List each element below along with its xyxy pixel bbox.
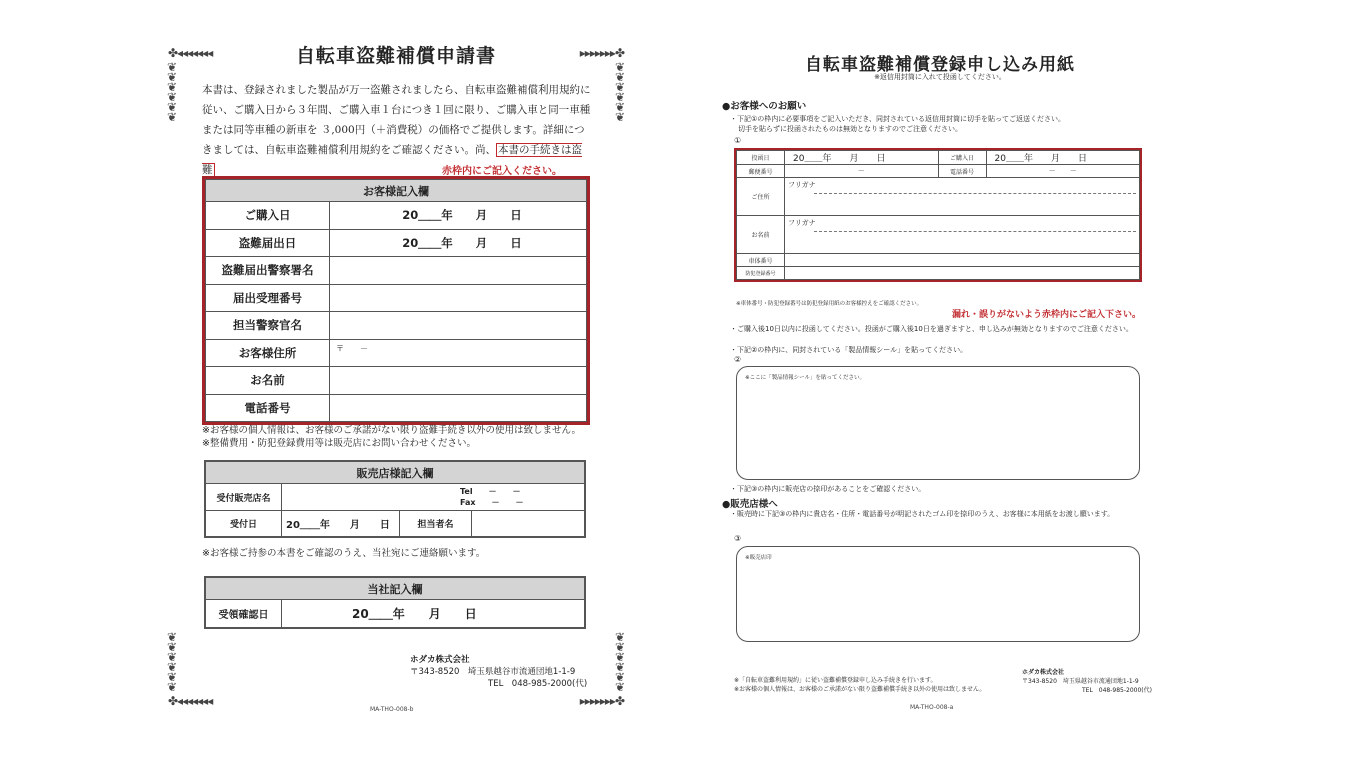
- address-label: ご住所: [737, 178, 785, 216]
- table-row: [737, 216, 1140, 254]
- company-tel: TEL 048-985-2000(代): [488, 679, 588, 689]
- table-row: [737, 254, 1140, 267]
- staff-name-field[interactable]: [472, 511, 585, 537]
- company-name: ホダカ株式会社: [1022, 669, 1065, 676]
- purchase-date-label: ご購入日: [938, 151, 986, 165]
- shop-name-field[interactable]: [282, 484, 585, 511]
- furigana-line: [814, 193, 1136, 194]
- red-frame-note: 漏れ・誤りがないよう赤枠内にご記入下さい。: [952, 310, 1142, 320]
- footer-notes: [734, 676, 985, 694]
- post-date-field[interactable]: 20＿＿年 月 日: [785, 151, 939, 165]
- phone-field[interactable]: － －: [986, 165, 1140, 178]
- report-number-label: 届出受理番号: [206, 284, 330, 312]
- company-address: 〒343-8520 埼玉県越谷市流通団地1-1-9: [1022, 678, 1139, 685]
- staff-name-label: 担当者名: [400, 511, 472, 537]
- confirm-date-field[interactable]: 20＿＿年 月 日: [282, 600, 585, 628]
- theft-report-date-label: 盗難届出日: [206, 229, 330, 257]
- table-row: [206, 284, 587, 312]
- laurel-ornament-icon: ▸▸▸▸▸▸▸✤: [579, 46, 624, 60]
- table-row: [206, 229, 587, 257]
- name-field[interactable]: [330, 367, 587, 395]
- company-address: 〒343-8520 埼玉県越谷市流通団地1-1-9: [410, 667, 576, 677]
- company-info: [410, 654, 587, 690]
- name-label: お名前: [737, 216, 785, 254]
- shop-name-label: 受付販売店名: [206, 484, 282, 511]
- registration-table: [736, 150, 1140, 280]
- form-title: 自転車盗難補償申請書: [295, 45, 496, 67]
- table-row: [206, 484, 585, 511]
- crime-reg-field[interactable]: [785, 267, 1140, 280]
- receipt-date-label: 受付日: [206, 511, 282, 537]
- name-label: お名前: [206, 367, 330, 395]
- shop-section: [204, 460, 586, 538]
- police-station-label: 盗難届出警察署名: [206, 257, 330, 285]
- crime-reg-label: 防犯登録番号: [737, 267, 785, 280]
- post-date-label: 投函日: [737, 151, 785, 165]
- form-subtitle: ※返信用封筒に入れて投函してください。: [874, 73, 1006, 81]
- table-row: [737, 151, 1140, 165]
- instruction-3: ・下記②の枠内に、同封されている「製品情報シール」を貼ってください。: [730, 346, 968, 354]
- zip-label: 郵便番号: [737, 165, 785, 178]
- table-row: [737, 165, 1140, 178]
- instruction-1: ・下記①の枠内に必要事項をご記入いただき、同封されている返信用封筒に切手を貼ってご返送ください。: [730, 115, 1065, 123]
- theft-claim-form: [160, 36, 632, 716]
- stamp-box-note: ※販売店印: [745, 555, 772, 561]
- registration-section: [734, 148, 1142, 282]
- laurel-ornament-icon: ❦ ❦ ❦ ❦ ❦ ❦: [166, 630, 178, 694]
- table-row: [206, 367, 587, 395]
- phone-label: 電話番号: [938, 165, 986, 178]
- frame-number-label: 車体番号: [737, 254, 785, 267]
- customer-table: [205, 179, 587, 422]
- shop-table: [205, 461, 585, 537]
- sticker-box-note: ※ここに「製品情報シール」を貼ってください。: [745, 375, 865, 381]
- receipt-date-field[interactable]: 20＿＿年 月 日: [282, 511, 400, 537]
- purchase-date-label: ご購入日: [206, 202, 330, 230]
- company-name: ホダカ株式会社: [410, 655, 470, 665]
- table-row: [206, 600, 585, 628]
- frame-number-field[interactable]: [785, 254, 1140, 267]
- officer-name-field[interactable]: [330, 312, 587, 340]
- laurel-ornament-icon: ✤◂◂◂◂◂◂◂: [168, 694, 213, 708]
- customer-section: [202, 176, 590, 425]
- table-row: [206, 511, 585, 537]
- table-row: [737, 178, 1140, 216]
- section-marker-2: ②: [734, 355, 742, 364]
- theft-registration-form: [700, 36, 1180, 716]
- instruction-4: ・下記③の枠内に販売店の捺印があることをご確認ください。: [730, 485, 926, 493]
- address-label: お客様住所: [206, 339, 330, 367]
- police-station-field[interactable]: [330, 257, 587, 285]
- section-marker-3: ③: [734, 534, 742, 543]
- intro-body: 本書は、登録されました製品が万一盗難されましたら、自転車盗難補償利用規約に従い、ご購入日から３年間、ご購入車１台につき１回に限り、ご購入車と同一車種または同等車種の新車を ３,000円（＋消費税）の価格でご提供します。詳細につきましては、自転車盗難補償利用規約をご確認ください。尚、: [202, 84, 591, 156]
- table-row: [206, 257, 587, 285]
- name-field[interactable]: [785, 216, 1140, 254]
- privacy-note: ※お客様の個人情報は、お客様のご承諾がない限り盗難手続き以外の使用は致しません。: [202, 425, 582, 436]
- laurel-ornament-icon: ❦ ❦ ❦ ❦ ❦ ❦: [614, 630, 626, 694]
- shop-request-heading: ●販売店様へ: [722, 499, 778, 510]
- product-sticker-box[interactable]: [736, 366, 1140, 480]
- company-section-header: 当社記入欄: [206, 578, 585, 600]
- table-row: [737, 267, 1140, 280]
- purchase-date-field[interactable]: 20＿＿年 月 日: [986, 151, 1140, 165]
- laurel-ornament-icon: ❦ ❦ ❦ ❦ ❦ ❦: [166, 60, 178, 124]
- table-row: [206, 339, 587, 367]
- report-number-field[interactable]: [330, 284, 587, 312]
- shop-tel: Tel － －: [460, 487, 521, 496]
- registration-note: ※車体番号・防犯登録番号は防犯登録用紙のお客様控えをご確認ください。: [736, 301, 923, 307]
- laurel-ornament-icon: ✤◂◂◂◂◂◂◂: [168, 46, 213, 60]
- officer-name-label: 担当警察官名: [206, 312, 330, 340]
- purchase-date-field[interactable]: 20＿＿年 月 日: [330, 202, 587, 230]
- phone-label: 電話番号: [206, 394, 330, 422]
- customer-request-heading: ●お客様へのお願い: [722, 101, 807, 112]
- company-section: [204, 576, 586, 629]
- form-title: 自転車盗難補償登録申し込み用紙: [805, 55, 1075, 75]
- customer-section-header: お客様記入欄: [206, 180, 587, 202]
- deadline-highlight: 本書の手続きは盗難: [202, 144, 582, 176]
- company-table: [205, 577, 585, 628]
- footer-note-1: ※「自転車盗難利用規約」に従い盗難補償登録申し込み手続きを行います。: [734, 677, 937, 684]
- table-row: [206, 394, 587, 422]
- form-code: MA-THO-008-a: [910, 704, 954, 711]
- confirm-date-label: 受領確認日: [206, 600, 282, 628]
- theft-report-date-field[interactable]: 20＿＿年 月 日: [330, 229, 587, 257]
- instruction-1b: 切手を貼らずに投函されたものは無効となりますのでご注意ください。: [738, 125, 962, 133]
- zip-field[interactable]: －: [785, 165, 939, 178]
- form-code: MA-THO-008-b: [370, 706, 414, 713]
- address-field[interactable]: 〒 －: [330, 339, 587, 367]
- laurel-ornament-icon: ▸▸▸▸▸▸▸✤: [579, 694, 624, 708]
- company-tel: TEL 048-985-2000(代): [1082, 687, 1152, 694]
- instruction-5: ・販売時に下記③の枠内に貴店名・住所・電話番号が明記されたゴム印を捺印のうえ、お客様に本用紙をお渡し願います。: [730, 510, 1115, 518]
- table-row: [206, 312, 587, 340]
- instruction-2: ・ご購入後10日以内に投函してください。投函がご購入後10日を過ぎますと、申し込みが無効となりますのでご注意ください。: [730, 325, 1133, 333]
- shop-section-header: 販売店様記入欄: [206, 462, 585, 484]
- shop-stamp-box[interactable]: [736, 546, 1140, 642]
- address-field[interactable]: [785, 178, 1140, 216]
- footer-note-2: ※お客様の個人情報は、お客様のご承諾がない限り盗難補償手続き以外の使用は致しません。: [734, 686, 986, 693]
- company-info: [1022, 668, 1152, 695]
- red-frame-note: 赤枠内にご記入ください。: [442, 166, 562, 177]
- furigana-label: フリガナ: [788, 219, 816, 227]
- shop-note: ※お客様ご持参の本書をご確認のうえ、当社宛にご連絡願います。: [202, 548, 486, 559]
- maintenance-note: ※整備費用・防犯登録費用等は販売店にお問い合わせください。: [202, 438, 476, 449]
- shop-fax: Fax － －: [460, 498, 524, 507]
- furigana-label: フリガナ: [788, 181, 816, 189]
- table-row: [206, 202, 587, 230]
- phone-field[interactable]: [330, 394, 587, 422]
- laurel-ornament-icon: ❦ ❦ ❦ ❦ ❦ ❦: [614, 60, 626, 124]
- furigana-line: [814, 231, 1136, 232]
- section-marker-1: ①: [734, 136, 742, 145]
